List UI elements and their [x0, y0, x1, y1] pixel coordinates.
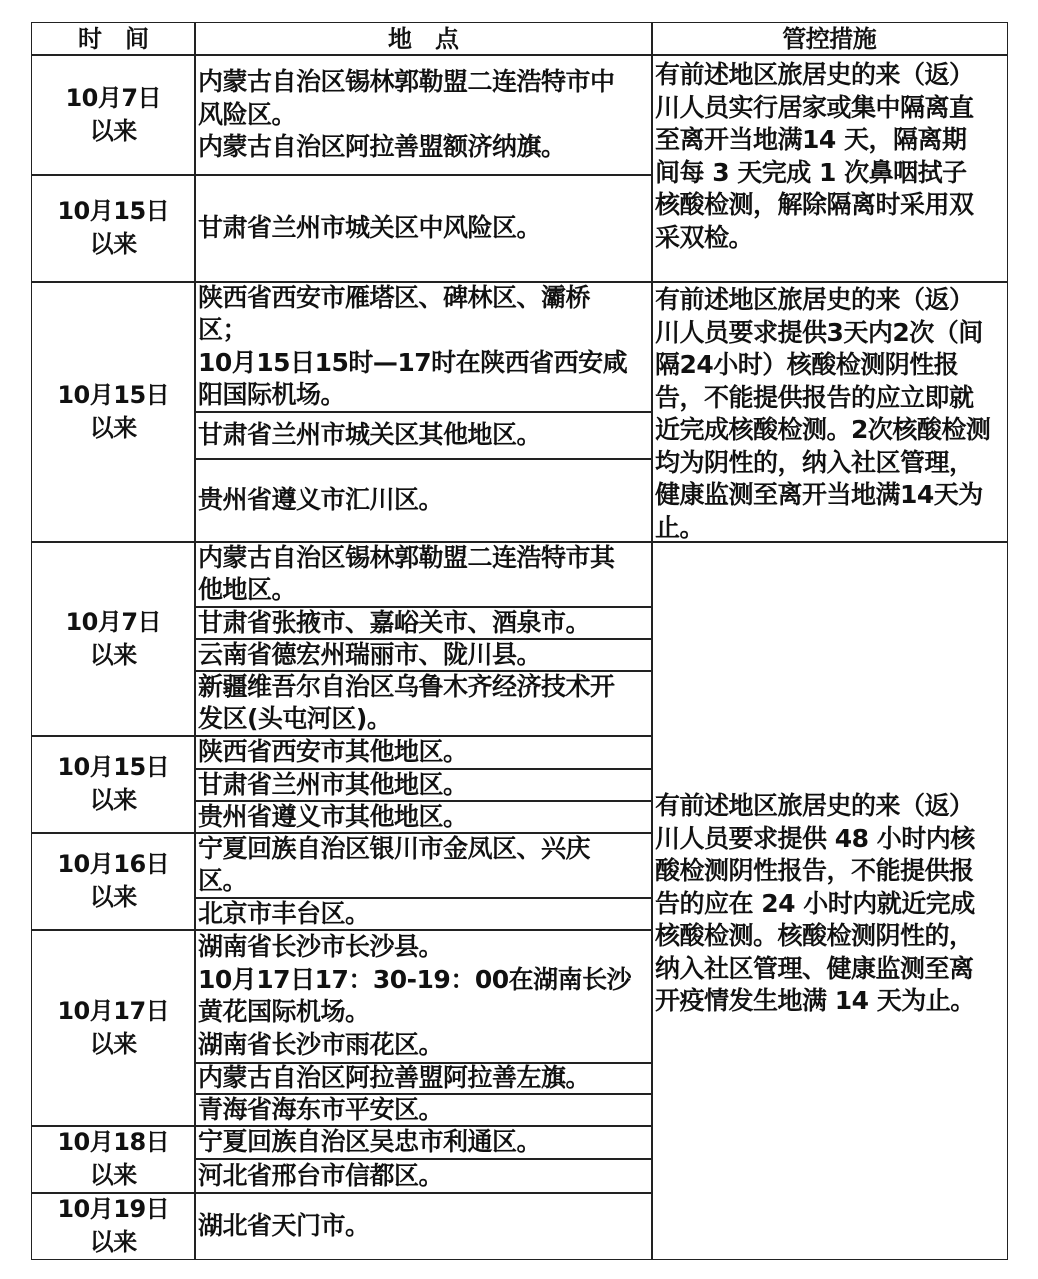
location-cell — [194, 174, 653, 283]
time-cell-text: 10月18日 以来 — [57, 1128, 170, 1190]
time-cell — [31, 174, 196, 283]
location-cell — [194, 832, 653, 899]
location-cell-text: 甘肃省张掖市、嘉峪关市、酒泉市。 — [198, 607, 591, 637]
location-cell — [194, 670, 653, 737]
location-cell — [194, 929, 653, 1064]
location-cell-text: 新疆维吾尔自治区乌鲁木齐经济技术开 发区(头屯河区)。 — [198, 671, 615, 734]
location-cell-text: 贵州省遵义市其他地区。 — [198, 801, 468, 831]
location-cell-text: 湖北省天门市。 — [198, 1210, 370, 1240]
location-cell — [194, 1192, 653, 1260]
location-cell-text: 内蒙古自治区阿拉善盟阿拉善左旗。 — [198, 1063, 591, 1092]
measure-cell — [651, 281, 1008, 543]
location-cell-text: 甘肃省兰州市城关区中风险区。 — [198, 213, 542, 242]
time-cell-text: 10月7日 以来 — [65, 83, 162, 145]
location-cell-text: 云南省德宏州瑞丽市、陇川县。 — [198, 639, 542, 669]
location-cell-text: 宁夏回族自治区吴忠市利通区。 — [198, 1127, 542, 1156]
location-cell — [194, 411, 653, 460]
location-cell — [194, 458, 653, 543]
time-cell — [31, 1192, 196, 1260]
measure-cell — [651, 541, 1008, 1260]
location-cell-text: 陕西省西安市其他地区。 — [198, 737, 468, 766]
header-location — [194, 22, 653, 56]
time-cell-text: 10月15日 以来 — [57, 197, 170, 259]
location-cell-text: 甘肃省兰州市其他地区。 — [198, 769, 468, 799]
location-cell — [194, 897, 653, 931]
time-cell-text: 10月17日 以来 — [57, 996, 170, 1058]
location-cell — [194, 800, 653, 834]
location-cell — [194, 1093, 653, 1127]
time-cell-text: 10月7日 以来 — [65, 607, 162, 669]
time-cell-text: 10月15日 以来 — [57, 753, 170, 815]
location-cell-text: 河北省邢台市信都区。 — [198, 1160, 444, 1190]
location-cell-text: 宁夏回族自治区银川市金凤区、兴庆 区。 — [198, 833, 591, 896]
time-cell-text: 10月19日 以来 — [57, 1194, 170, 1256]
time-cell — [31, 735, 196, 834]
location-cell — [194, 1125, 653, 1160]
location-cell-text: 北京市丰台区。 — [198, 898, 370, 928]
location-cell — [194, 541, 653, 608]
header-time-text: 时 间 — [78, 24, 149, 53]
time-cell-text: 10月15日 以来 — [57, 380, 170, 442]
measure-cell-text: 有前述地区旅居史的来（返） 川人员要求提供3天内2次（间 隔24小时）核酸检测阴性报 告，不能提供报告的应立即就 近完成核酸检测。2次核酸检测 均为阴性的，纳入社区管理， 健康监测至离开当地满14天为 止。 — [655, 285, 991, 542]
header-location-text: 地 点 — [388, 24, 459, 53]
time-cell — [31, 929, 196, 1127]
measure-cell-text: 有前述地区旅居史的来（返） 川人员要求提供 48 小时内核 酸检测阴性报告，不能提供报 告的应在 24 小时内就近完成 核酸检测。核酸检测阴性的， 纳入社区管理、健康监测至离 开疫情发生地满 14 天为止。 — [655, 791, 975, 1015]
location-cell-text: 甘肃省兰州市城关区其他地区。 — [198, 420, 542, 449]
time-cell — [31, 281, 196, 543]
location-cell — [194, 54, 653, 176]
location-cell-text: 内蒙古自治区锡林郭勒盟二连浩特市其 他地区。 — [198, 542, 615, 605]
time-cell — [31, 832, 196, 931]
location-cell — [194, 735, 653, 770]
location-cell-text: 青海省海东市平安区。 — [198, 1094, 444, 1124]
location-cell — [194, 606, 653, 640]
time-cell — [31, 541, 196, 737]
time-cell-text: 10月16日 以来 — [57, 850, 170, 912]
header-time — [31, 22, 196, 56]
location-cell-text: 内蒙古自治区锡林郭勒盟二连浩特市中 风险区。 内蒙古自治区阿拉善盟额济纳旗。 — [198, 67, 615, 161]
time-cell — [31, 1125, 196, 1194]
measure-cell — [651, 54, 1008, 283]
location-cell — [194, 768, 653, 802]
location-cell — [194, 281, 653, 413]
location-cell — [194, 1062, 653, 1095]
location-cell-text: 陕西省西安市雁塔区、碑林区、灞桥 区； 10月15日15时—17时在陕西省西安咸 阳国际机场。 — [198, 282, 628, 410]
location-cell — [194, 1158, 653, 1194]
header-measure-text: 管控措施 — [782, 24, 877, 53]
location-cell-text: 贵州省遵义市汇川区。 — [198, 485, 444, 514]
location-cell-text: 湖南省长沙市长沙县。 10月17日17：30-19：00在湖南长沙 黄花国际机场。 湖南省长沙市雨花区。 — [198, 932, 632, 1059]
time-cell — [31, 54, 196, 176]
measure-cell-text: 有前述地区旅居史的来（返） 川人员实行居家或集中隔离直 至离开当地满14 天，隔离期 间每 3 天完成 1 次鼻咽拭子 核酸检测，解除隔离时采用双 采双检。 — [655, 60, 974, 252]
header-measure — [651, 22, 1008, 56]
location-cell — [194, 638, 653, 672]
